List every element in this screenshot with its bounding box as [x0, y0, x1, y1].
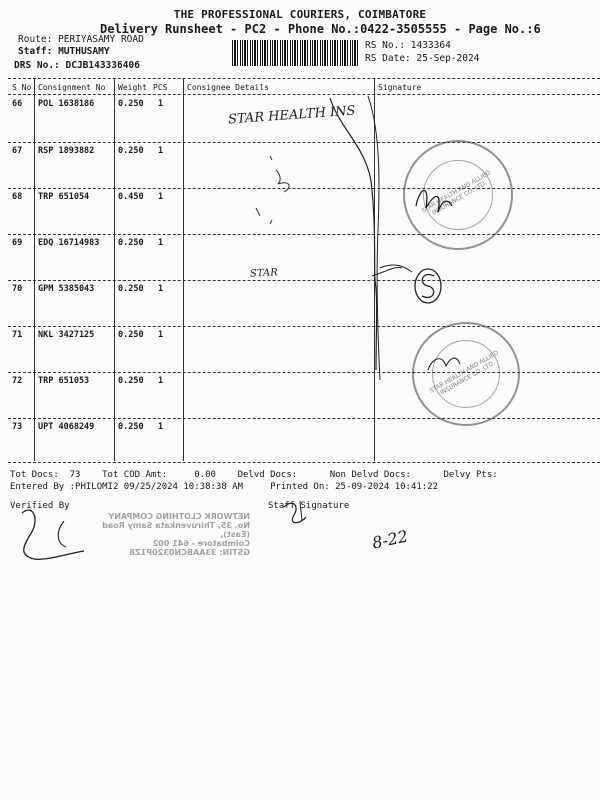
col-divider [34, 79, 35, 461]
col-sno: S No [12, 83, 32, 92]
row-weight: 0.250 [118, 146, 144, 156]
row-weight: 0.250 [118, 376, 144, 386]
row-consignment: TRP 651054 [38, 192, 90, 202]
row-sno: 71 [12, 330, 23, 340]
runsheet-title: Delivery Runsheet - PC2 - Phone No.:0422-3505555 - Page No.:6 [100, 22, 541, 36]
drs-line [14, 60, 140, 71]
row-weight: 0.250 [118, 422, 144, 432]
footer-signatures [0, 495, 600, 585]
row-weight: 0.250 [118, 238, 144, 248]
row-weight: 0.250 [118, 330, 144, 340]
row-consignment: TRP 651053 [38, 376, 90, 386]
col-signature: Signature [378, 83, 422, 92]
row-consignment: GPM 5385043 [38, 284, 95, 294]
row-pcs: 1 [158, 192, 164, 202]
row-sno: 73 [12, 422, 23, 432]
staff-signature-label: Staff Signature [268, 501, 350, 511]
mirrored-stamp-line: GSTIN: 33AABCN0320P1Z8 [129, 548, 250, 557]
staff-value: MUTHUSAMY [58, 46, 110, 57]
row-pcs: 1 [158, 238, 164, 248]
handwritten-note: 8-22 [370, 526, 410, 553]
row-consignment: EDQ 16714983 [38, 238, 100, 248]
row-weight: 0.250 [118, 99, 144, 109]
row-pcs: 1 [158, 330, 164, 340]
col-weight: Weight [118, 83, 147, 92]
col-pcs: PCS [153, 83, 168, 92]
entered-line: Entered By :PHILOMI2 09/25/2024 10:38:38 AM Printed On: 25-09-2024 10:41:22 [10, 482, 439, 492]
table-rule-bottom [8, 462, 600, 463]
row-consignment: UPT 4068249 [38, 422, 95, 432]
stamp-text: STAR HEALTH AND ALLIED INSURANCE CO. LTD. [428, 349, 500, 397]
mirrored-stamp-line: NETWORK CLOTHING COMPANY [108, 512, 250, 521]
row-pcs: 1 [158, 99, 164, 109]
row-weight: 0.250 [118, 284, 144, 294]
rs-number: RS No.: 1433364 [365, 40, 451, 51]
mirrored-stamp-line: No. 35, Thiruvenkata Samy Road (East), [102, 521, 250, 539]
barcode [232, 40, 360, 66]
mirrored-stamp-line: Coimbatore - 641 002 [152, 539, 250, 548]
row-consignment: NKL 3427125 [38, 330, 95, 340]
rs-date: RS Date: 25-Sep-2024 [365, 53, 480, 64]
verified-by-label: Verified By [10, 501, 70, 511]
handwritten-consignee: STAR [249, 267, 279, 280]
row-pcs: 1 [158, 146, 164, 156]
col-divider [114, 79, 115, 461]
handwritten-consignee: STAR HEALTH INS [227, 103, 356, 128]
row-sno: 69 [12, 238, 23, 248]
row-consignment: RSP 1893882 [38, 146, 95, 156]
totals-line: Tot Docs: 73 Tot COD Amt: 0.00 Delvd Docs: Non Delvd Docs: Delvy Pts: [10, 470, 498, 480]
drs-value: DCJB143336406 [65, 60, 140, 71]
company-title: THE PROFESSIONAL COURIERS, COIMBATORE [173, 8, 427, 21]
staff-line [18, 46, 110, 57]
row-sno: 72 [12, 376, 23, 386]
drs-label: DRS No.: [14, 60, 60, 71]
col-details: Consignee Details [187, 83, 269, 92]
row-pcs: 1 [158, 422, 164, 432]
row-sno: 67 [12, 146, 23, 156]
signature-scribbles [180, 90, 600, 450]
row-weight: 0.450 [118, 192, 144, 202]
header-rule-top [8, 78, 600, 79]
row-pcs: 1 [158, 376, 164, 386]
company-stamp-2 [412, 322, 520, 426]
stamp-text: STAR HEALTH AND ALLIED INSURANCE CO. LTD. [420, 169, 492, 217]
staff-label: Staff: [18, 46, 53, 57]
row-sno: 70 [12, 284, 23, 294]
company-stamp-1 [403, 140, 513, 250]
row-sno: 68 [12, 192, 23, 202]
row-pcs: 1 [158, 284, 164, 294]
route-text: Route: PERIYASAMY ROAD [18, 34, 144, 45]
col-consignment: Consignment No [38, 83, 106, 92]
row-consignment: POL 1638186 [38, 99, 95, 109]
row-sno: 66 [12, 99, 23, 109]
